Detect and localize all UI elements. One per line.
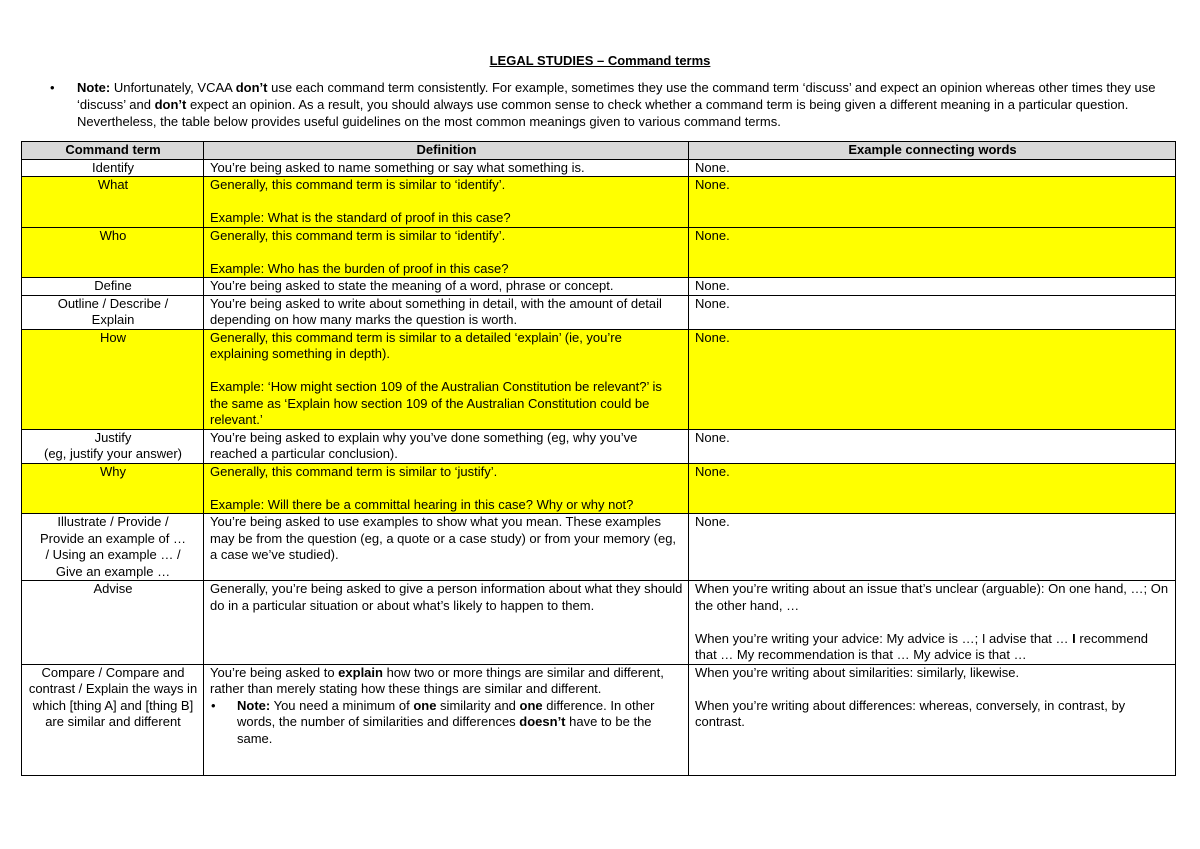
definition-cell: You’re being asked to name something or say what something is. — [204, 159, 689, 177]
example-cell: None. — [689, 514, 1176, 581]
table-row — [22, 664, 1176, 775]
bullet-icon: • — [50, 80, 55, 95]
term-cell: Identify — [22, 159, 204, 177]
term-cell: How — [22, 329, 204, 429]
term-line: Outline / Describe / — [57, 295, 169, 311]
note-text: have to be the same. — [237, 714, 652, 746]
table-row — [22, 278, 1176, 296]
definition-cell: You’re being asked to state the meaning of a word, phrase or concept. — [204, 278, 689, 296]
definition-cell — [204, 177, 689, 228]
example-cell: None. — [689, 329, 1176, 429]
note-bold: doesn’t — [519, 714, 566, 729]
term-cell: Define — [22, 278, 204, 296]
note-text: You need a minimum of — [270, 697, 414, 713]
example-text: recommend that … My recommendation is that … My advice is that … — [695, 630, 1149, 662]
definition-example: Example: ‘How might section 109 of the Australian Constitution be relevant?’ is the same as ‘Explain how section 109 of the Australian Constitution could be relevant.’ — [210, 379, 662, 427]
example-text: When you’re writing your advice: My advice is …; I advise that … — [695, 630, 1073, 646]
term-cell: What — [22, 177, 204, 228]
table-header-row — [22, 142, 1176, 160]
example-cell: None. — [689, 227, 1176, 278]
note-text-3: expect an opinion. As a result, you should always use common sense to check whether a command term is being given a different meaning in a particular question. Nevertheless, the table below provides useful guidelines on the most common meanings given to various command terms. — [77, 97, 1129, 129]
term-line: (eg, justify your answer) — [44, 446, 182, 461]
example-cell — [689, 664, 1176, 775]
note-label: Note: — [237, 697, 271, 713]
term-cell: Compare / Compare and contrast / Explain the ways in which [thing A] and [thing B] are similar and different — [22, 664, 204, 775]
example-cell: None. — [689, 177, 1176, 228]
page-title: LEGAL STUDIES – Command terms — [489, 53, 711, 68]
note-text: difference. In other words, the number of similarities and differences — [237, 697, 655, 729]
definition-cell — [204, 463, 689, 514]
definition-cell — [204, 664, 689, 775]
term-cell: Advise — [22, 581, 204, 665]
definition-line: Generally, this command term is similar to ‘justify’. — [210, 463, 498, 479]
table-row — [22, 329, 1176, 429]
example-bold: I — [1072, 630, 1076, 646]
term-cell — [22, 514, 204, 581]
definition-line: Generally, this command term is similar to a detailed ‘explain’ (ie, you’re explaining something in depth). — [210, 329, 622, 361]
definition-cell: You’re being asked to write about something in detail, with the amount of detail depending on how many marks the question is worth. — [204, 295, 689, 329]
definition-cell: You’re being asked to use examples to show what you mean. These examples may be from the question (eg, a quote or a case study) or from your memory (eg, a case we’ve studied). — [204, 514, 689, 581]
example-cell: None. — [689, 295, 1176, 329]
table-row — [22, 295, 1176, 329]
term-line: Provide an example of … — [40, 530, 186, 546]
table-row — [22, 429, 1176, 463]
table-row — [22, 581, 1176, 665]
definition-text: You’re being asked to — [210, 664, 339, 680]
term-line: / Using an example … / — [45, 547, 181, 562]
note-bold-2: don’t — [154, 97, 187, 112]
definition-line — [210, 665, 683, 698]
example-cell: None. — [689, 278, 1176, 296]
term-cell — [22, 295, 204, 329]
example-cell: None. — [689, 159, 1176, 177]
term-cell: Who — [22, 227, 204, 278]
term-line: Explain — [91, 312, 135, 327]
definition-cell — [204, 227, 689, 278]
note-bold: one — [413, 697, 437, 713]
example-line: When you’re writing about similarities: similarly, likewise. — [695, 664, 1020, 680]
definition-cell — [204, 329, 689, 429]
header-command-term: Command term — [22, 142, 204, 160]
header-example-words: Example connecting words — [689, 142, 1176, 160]
term-line: Illustrate / Provide / — [57, 514, 169, 529]
definition-example: Example: Who has the burden of proof in this case? — [210, 260, 509, 276]
note-bold-1: don’t — [235, 80, 268, 95]
example-cell: None. — [689, 429, 1176, 463]
term-cell — [22, 429, 204, 463]
definition-cell: Generally, you’re being asked to give a person information about what they should do in a particular situation or about what’s likely to happen to them. — [204, 581, 689, 665]
definition-text: how two or more things are similar and different, rather than merely stating how these things are similar and different. — [210, 664, 664, 696]
note-label: Note: — [77, 80, 111, 95]
note-text-1: Unfortunately, VCAA — [110, 80, 236, 95]
example-cell — [689, 581, 1176, 665]
example-line — [695, 631, 1170, 664]
note-text — [77, 79, 1160, 130]
definition-example: Example: Will there be a committal hearing in this case? Why or why not? — [210, 496, 634, 512]
definition-example: Example: What is the standard of proof in this case? — [210, 210, 511, 225]
bullet-icon: • — [211, 697, 216, 713]
header-definition: Definition — [204, 142, 689, 160]
definition-cell: You’re being asked to explain why you’ve done something (eg, why you’ve reached a particular conclusion). — [204, 429, 689, 463]
table-row — [22, 159, 1176, 177]
command-terms-table — [21, 141, 1176, 776]
note-bold: one — [519, 697, 543, 713]
note-bullet — [210, 698, 683, 748]
example-line: When you’re writing about differences: whereas, conversely, in contrast, by contrast. — [695, 697, 1126, 729]
note-text-2: use each command term consistently. For example, sometimes they use the command term ‘discuss’ and expect an opinion whereas other times they use ‘discuss’ and — [77, 80, 1156, 112]
term-cell: Why — [22, 463, 204, 514]
term-line: Give an example … — [55, 563, 171, 579]
table-row — [22, 227, 1176, 278]
table-row — [22, 177, 1176, 228]
table-row — [22, 514, 1176, 581]
note-paragraph — [50, 79, 1160, 130]
example-cell: None. — [689, 463, 1176, 514]
note-text: similarity and — [436, 697, 520, 713]
definition-line: Generally, this command term is similar to ‘identify’. — [210, 177, 506, 192]
term-line: Justify — [94, 429, 132, 445]
definition-bold: explain — [338, 664, 383, 680]
definition-line: Generally, this command term is similar to ‘identify’. — [210, 227, 506, 243]
table-row — [22, 463, 1176, 514]
example-line: When you’re writing about an issue that’s unclear (arguable): On one hand, …; On the other hand, … — [695, 581, 1169, 613]
